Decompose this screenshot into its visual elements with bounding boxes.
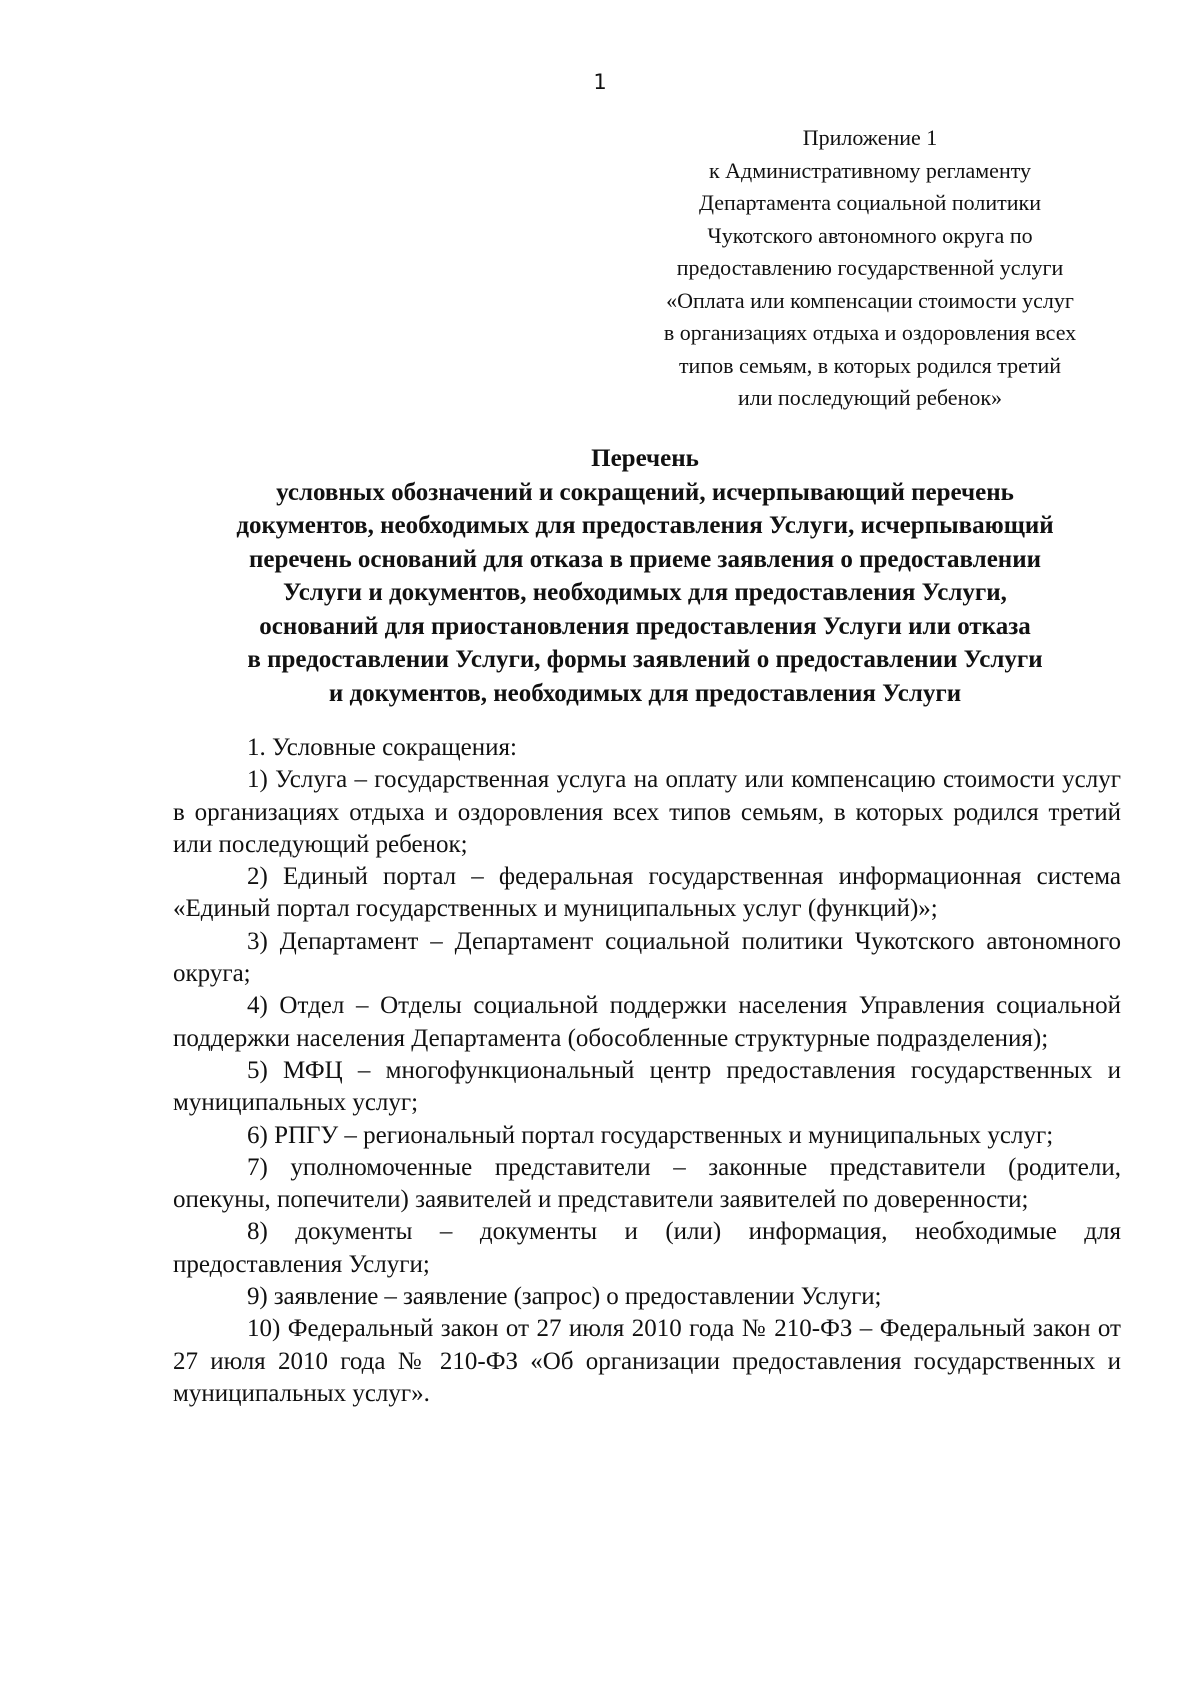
- appendix-line: «Оплата или компенсации стоимости услуг: [666, 287, 1074, 313]
- title-line: перечень оснований для отказа в приеме заявления о предоставлении: [248, 545, 1042, 573]
- title-line: условных обозначений и сокращений, исчерпывающий перечень: [276, 478, 1014, 506]
- list-item: 4) Отдел – Отделы социальной поддержки населения Управления социальной поддержки населения Департамента (обособленные структурные подразделения);: [173, 992, 1121, 1052]
- title-line: документов, необходимых для предоставления Услуги, исчерпывающий: [236, 512, 1054, 539]
- appendix-line: в организациях отдыха и оздоровления всех: [663, 320, 1077, 345]
- section-heading: 1. Условные сокращения:: [247, 734, 517, 761]
- list-item: 9) заявление – заявление (запрос) о предоставлении Услуги;: [247, 1283, 882, 1311]
- appendix-line: Департамента социальной политики: [699, 190, 1041, 215]
- list-item: 3) Департамент – Департамент социальной политики Чукотского автономного округа;: [173, 927, 1121, 988]
- appendix-line: Приложение 1: [802, 125, 938, 150]
- list-item: 10) Федеральный закон от 27 июля 2010 года № 210-ФЗ – Федеральный закон от 27 июля 2010 года № 210-ФЗ «Об организации предоставления государственных и муниципальных услуг».: [173, 1315, 1121, 1407]
- appendix-line: Чукотского автономного округа по: [707, 222, 1033, 248]
- page-number: 1: [593, 70, 607, 94]
- list-item: 5) МФЦ – многофункциональный центр предоставления государственных и муниципальных услуг;: [173, 1056, 1121, 1117]
- list-item: 1) Услуга – государственная услуга на оплату или компенсацию стоимости услуг в организациях отдыха и оздоровления всех типов семьям, в которых родился третий или последующий ребенок;: [173, 766, 1121, 858]
- document-body: [173, 732, 1121, 1410]
- document-title: [130, 442, 1160, 710]
- appendix-line: к Административному регламенту: [708, 157, 1032, 183]
- list-item: 2) Единый портал – федеральная государственная информационная система «Единый портал государственных и муниципальных услуг (функций)»;: [173, 863, 1121, 923]
- title-line: Перечень: [591, 445, 699, 472]
- title-line: в предоставлении Услуги, формы заявлений о предоставлении Услуги: [247, 646, 1043, 673]
- title-line: оснований для приостановления предоставления Услуги или отказа: [259, 612, 1031, 640]
- list-item: 8) документы – документы и (или) информация, необходимые для предоставления Услуги;: [173, 1218, 1121, 1278]
- appendix-line: предоставлению государственной услуги: [676, 255, 1064, 280]
- title-line: Услуги и документов, необходимых для предоставления Услуги,: [283, 579, 1007, 606]
- title-line: и документов, необходимых для предоставления Услуги: [328, 679, 962, 707]
- appendix-line: типов семьям, в которых родился третий: [678, 352, 1062, 378]
- appendix-line: или последующий ребенок»: [737, 385, 1003, 410]
- list-item: 7) уполномоченные представители – законные представители (родители, опекуны, попечители) заявителей и представители заявителей по доверенности;: [173, 1153, 1121, 1214]
- appendix-header: [600, 122, 1140, 415]
- list-item: 6) РПГУ – региональный портал государственных и муниципальных услуг;: [247, 1121, 1054, 1149]
